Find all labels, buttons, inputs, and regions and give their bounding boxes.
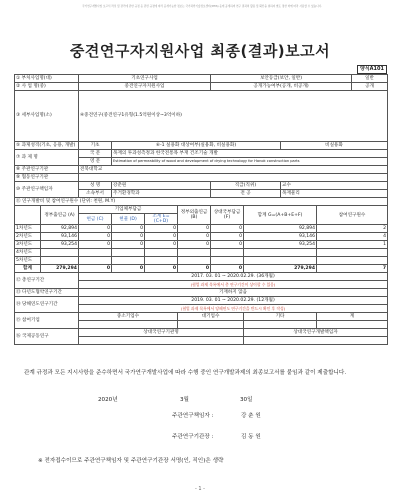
budget-cell-staff: [317, 257, 388, 265]
detail-label: ③ 세부사업명(소): [15, 91, 79, 142]
budget-header-staff: 참여연구원수: [317, 206, 388, 225]
sum-kind: 0: [112, 265, 145, 273]
budget-header-total: 합계 G=(A+B+E+F): [244, 206, 317, 225]
budget-row: [15, 249, 388, 257]
budget-cell-partner: [211, 257, 244, 265]
budget-cell-partner: 0: [211, 241, 244, 249]
program-label: ② 사 업 명(중): [15, 83, 79, 91]
budget-cell-staff: 4: [317, 233, 388, 241]
sum-gov: 279,294: [41, 265, 79, 273]
signer2-label: 주관연구기관장 :: [172, 434, 214, 440]
intl-label: ⑯ 국제공동연구: [15, 329, 79, 345]
program-value: 중견연구자지원사업: [79, 83, 211, 91]
host-label: ⑧ 주관연구기관: [15, 166, 79, 174]
budget-header-company: 기업체부담금: [79, 206, 178, 214]
budget-cell-other: 0: [178, 233, 211, 241]
budget-row: [15, 233, 388, 241]
coop-label: ⑨ 협동연구기관: [15, 174, 79, 182]
english-label: 영 문: [79, 158, 112, 166]
budget-row: [15, 257, 388, 265]
period-note: (협업 과제 목록에서 총 연구기간이 상이할 수 있음): [79, 281, 388, 289]
host-value: 전북대학교: [79, 166, 388, 174]
nature2-label: ⑥-1 실용화 대상여부(실용화, 비실용화): [112, 142, 281, 150]
date-month: 3월: [180, 397, 189, 403]
budget-cell-cash: 0: [79, 233, 112, 241]
intl-pi-label: 상대국연구개발책임자: [244, 329, 388, 337]
sum-cash: 0: [79, 265, 112, 273]
budget-header-other: 정부외출연금 (B): [178, 206, 211, 225]
dept-value: 주거환경학과: [112, 190, 211, 198]
current-value: 2019. 03. 01 ~ 2020.02.29. (12개월): [79, 297, 388, 305]
budget-cell-kind: 0: [112, 233, 145, 241]
budget-cell-kind: [112, 257, 145, 265]
budget-header-cash: 현금 (C): [79, 214, 112, 225]
budget-cell-sub: [145, 257, 178, 265]
name-label: 성 명: [79, 182, 112, 190]
security-value: 일반: [352, 75, 388, 83]
footnote: ※ 전자접수이므로 주관연구책임자 및 주관연구기관장 서명(인, 직인)은 생략: [38, 458, 224, 464]
budget-cell-year: 2차년도: [15, 233, 41, 241]
budget-cell-gov: 92,894: [41, 225, 79, 233]
budget-cell-year: 1차년도: [15, 225, 41, 233]
report-title: 중견연구자지원사업 최종(결과)보고서: [69, 42, 331, 60]
budget-cell-other: 0: [178, 225, 211, 233]
date-day: 30일: [240, 397, 253, 403]
budget-header-subtotal: 소계 E=(C+D): [145, 214, 178, 225]
budget-cell-gov: [41, 257, 79, 265]
budget-section-label: ⑪ 연구개발비 및 참여연구원수 (단위: 천원, M.Y): [15, 198, 388, 206]
english-title: Estimation of permeability of wood and development of drying technology for Hanok construction parts: [112, 158, 388, 166]
korean-label: 국 문: [79, 150, 112, 158]
nature-label: ⑤ 과제성격(기초, 응용, 개발): [15, 142, 79, 150]
participants-large: 대기업수: [178, 313, 244, 321]
budget-cell-kind: 0: [112, 241, 145, 249]
budget-header-partner: 상대국부담금 (F): [211, 206, 244, 225]
budget-cell-partner: 0: [211, 225, 244, 233]
sum-partner: 0: [211, 265, 244, 273]
budget-cell-total: 92,894: [244, 225, 317, 233]
budget-year-header: [15, 206, 41, 225]
multi-label: ⑬ 다년도협약연구기간: [15, 289, 79, 297]
period-label: ⑫ 총연구기간: [15, 273, 79, 289]
signer1-name: 강 춘 원: [241, 413, 261, 419]
current-note: (협업 과제 목록에서 당해연도 연구기간을 반드시 확인 후 작성): [79, 305, 388, 313]
budget-header-gov: 정부출연금 (A): [41, 206, 79, 225]
multi-value: 기재하지 않음: [79, 289, 388, 297]
budget-cell-partner: 0: [211, 233, 244, 241]
signer2-name: 김 동 원: [241, 434, 261, 440]
budget-row: [15, 241, 388, 249]
major-label: 전 공: [211, 190, 281, 198]
budget-cell-other: [178, 257, 211, 265]
budget-cell-sub: [145, 249, 178, 257]
budget-cell-staff: 1: [317, 241, 388, 249]
budget-cell-total: [244, 257, 317, 265]
date-year: 2020년: [98, 397, 118, 403]
dept-label: 소속부서: [79, 190, 112, 198]
name-value: 강춘원: [112, 182, 211, 190]
budget-cell-staff: [317, 249, 388, 257]
sum-label: 합계: [15, 265, 41, 273]
signer1-label: 주관연구책임자 :: [172, 413, 214, 419]
sum-other: 0: [178, 265, 211, 273]
budget-cell-kind: 0: [112, 225, 145, 233]
sum-staff: 7: [317, 265, 388, 273]
page-number: - 1 -: [195, 486, 205, 492]
current-label: ⑭ 당해연도연구기간: [15, 297, 79, 313]
ministry-value: 기초연구사업: [79, 75, 211, 83]
budget-cell-total: 93,146: [244, 233, 317, 241]
budget-cell-total: 93,254: [244, 241, 317, 249]
budget-cell-cash: 0: [79, 241, 112, 249]
budget-cell-sub: 0: [145, 233, 178, 241]
top-notice: 국가연구개발사업 보고서 작성 및 관리에 관한 규정 등 관련 규정에 따라 공개가능한 정보는 국가과학기술정보센터(NTIS) 등에 공개하며 연구 결과의 활용 및 확산을 위하여 별도 정한 바에 따라 사용할 수 있습니다.: [82, 5, 322, 8]
budget-cell-gov: 93,146: [41, 233, 79, 241]
budget-cell-year: 5차년도: [15, 257, 41, 265]
budget-cell-gov: 93,254: [41, 241, 79, 249]
budget-cell-gov: [41, 249, 79, 257]
detail-value: ④중견연구(중견연구1유형(1.5억원이상~3억이하): [79, 91, 388, 142]
budget-header-kind: 현물 (D): [112, 214, 145, 225]
intl-partner-label: 상대국연구기관명: [79, 329, 244, 337]
sum-sub: 0: [145, 265, 178, 273]
budget-cell-kind: [112, 249, 145, 257]
budget-cell-year: 4차년도: [15, 249, 41, 257]
pi-label: ⑩ 주관연구책임자: [15, 182, 79, 198]
participants-sme: 중소기업수: [79, 313, 178, 321]
major-value: 목재물리: [281, 190, 388, 198]
form-id-box: 양식A101: [357, 65, 387, 74]
sum-total: 279,294: [244, 265, 317, 273]
report-form-table: [14, 74, 388, 345]
budget-cell-partner: [211, 249, 244, 257]
security-label: 보안등급(보안, 일반): [211, 75, 352, 83]
budget-cell-year: 3차년도: [15, 241, 41, 249]
coop-value: [79, 174, 388, 182]
declaration-text: 관계 규정과 모든 지시사항을 준수하면서 국가연구개발사업에 따라 수행 중인 연구개발과제의 최종보고서를 붙임과 같이 제출합니다.: [24, 370, 347, 376]
nature-value: 기초: [79, 142, 112, 150]
participants-total: 계: [317, 313, 388, 321]
budget-cell-sub: 0: [145, 225, 178, 233]
budget-cell-staff: 2: [317, 225, 388, 233]
budget-row: [15, 225, 388, 233]
rank-value: 교수: [281, 182, 388, 190]
ministry-label: ① 부처사업명(대): [15, 75, 79, 83]
participants-etc: 기타: [244, 313, 317, 321]
budget-cell-cash: 0: [79, 225, 112, 233]
budget-cell-other: [178, 249, 211, 257]
budget-cell-other: 0: [178, 241, 211, 249]
budget-cell-total: [244, 249, 317, 257]
period-value: 2017. 03. 01 ~ 2020.02.29. (36개월): [79, 273, 388, 281]
participants-label: ⑮ 참여기업: [15, 313, 79, 329]
project-label: ⑦ 과 제 명: [15, 150, 79, 166]
rank-label: 직급(직위): [211, 182, 281, 190]
budget-cell-sub: 0: [145, 241, 178, 249]
budget-cell-cash: [79, 249, 112, 257]
public-value: 공개: [352, 83, 388, 91]
public-label: 공개가능여부(공개, 비공개): [211, 83, 352, 91]
budget-cell-cash: [79, 257, 112, 265]
korean-title: 목재의 투과성측정과 한국전통목 부재 건조기술 개발: [112, 150, 388, 158]
nature2-value: 비실용화: [281, 142, 388, 150]
